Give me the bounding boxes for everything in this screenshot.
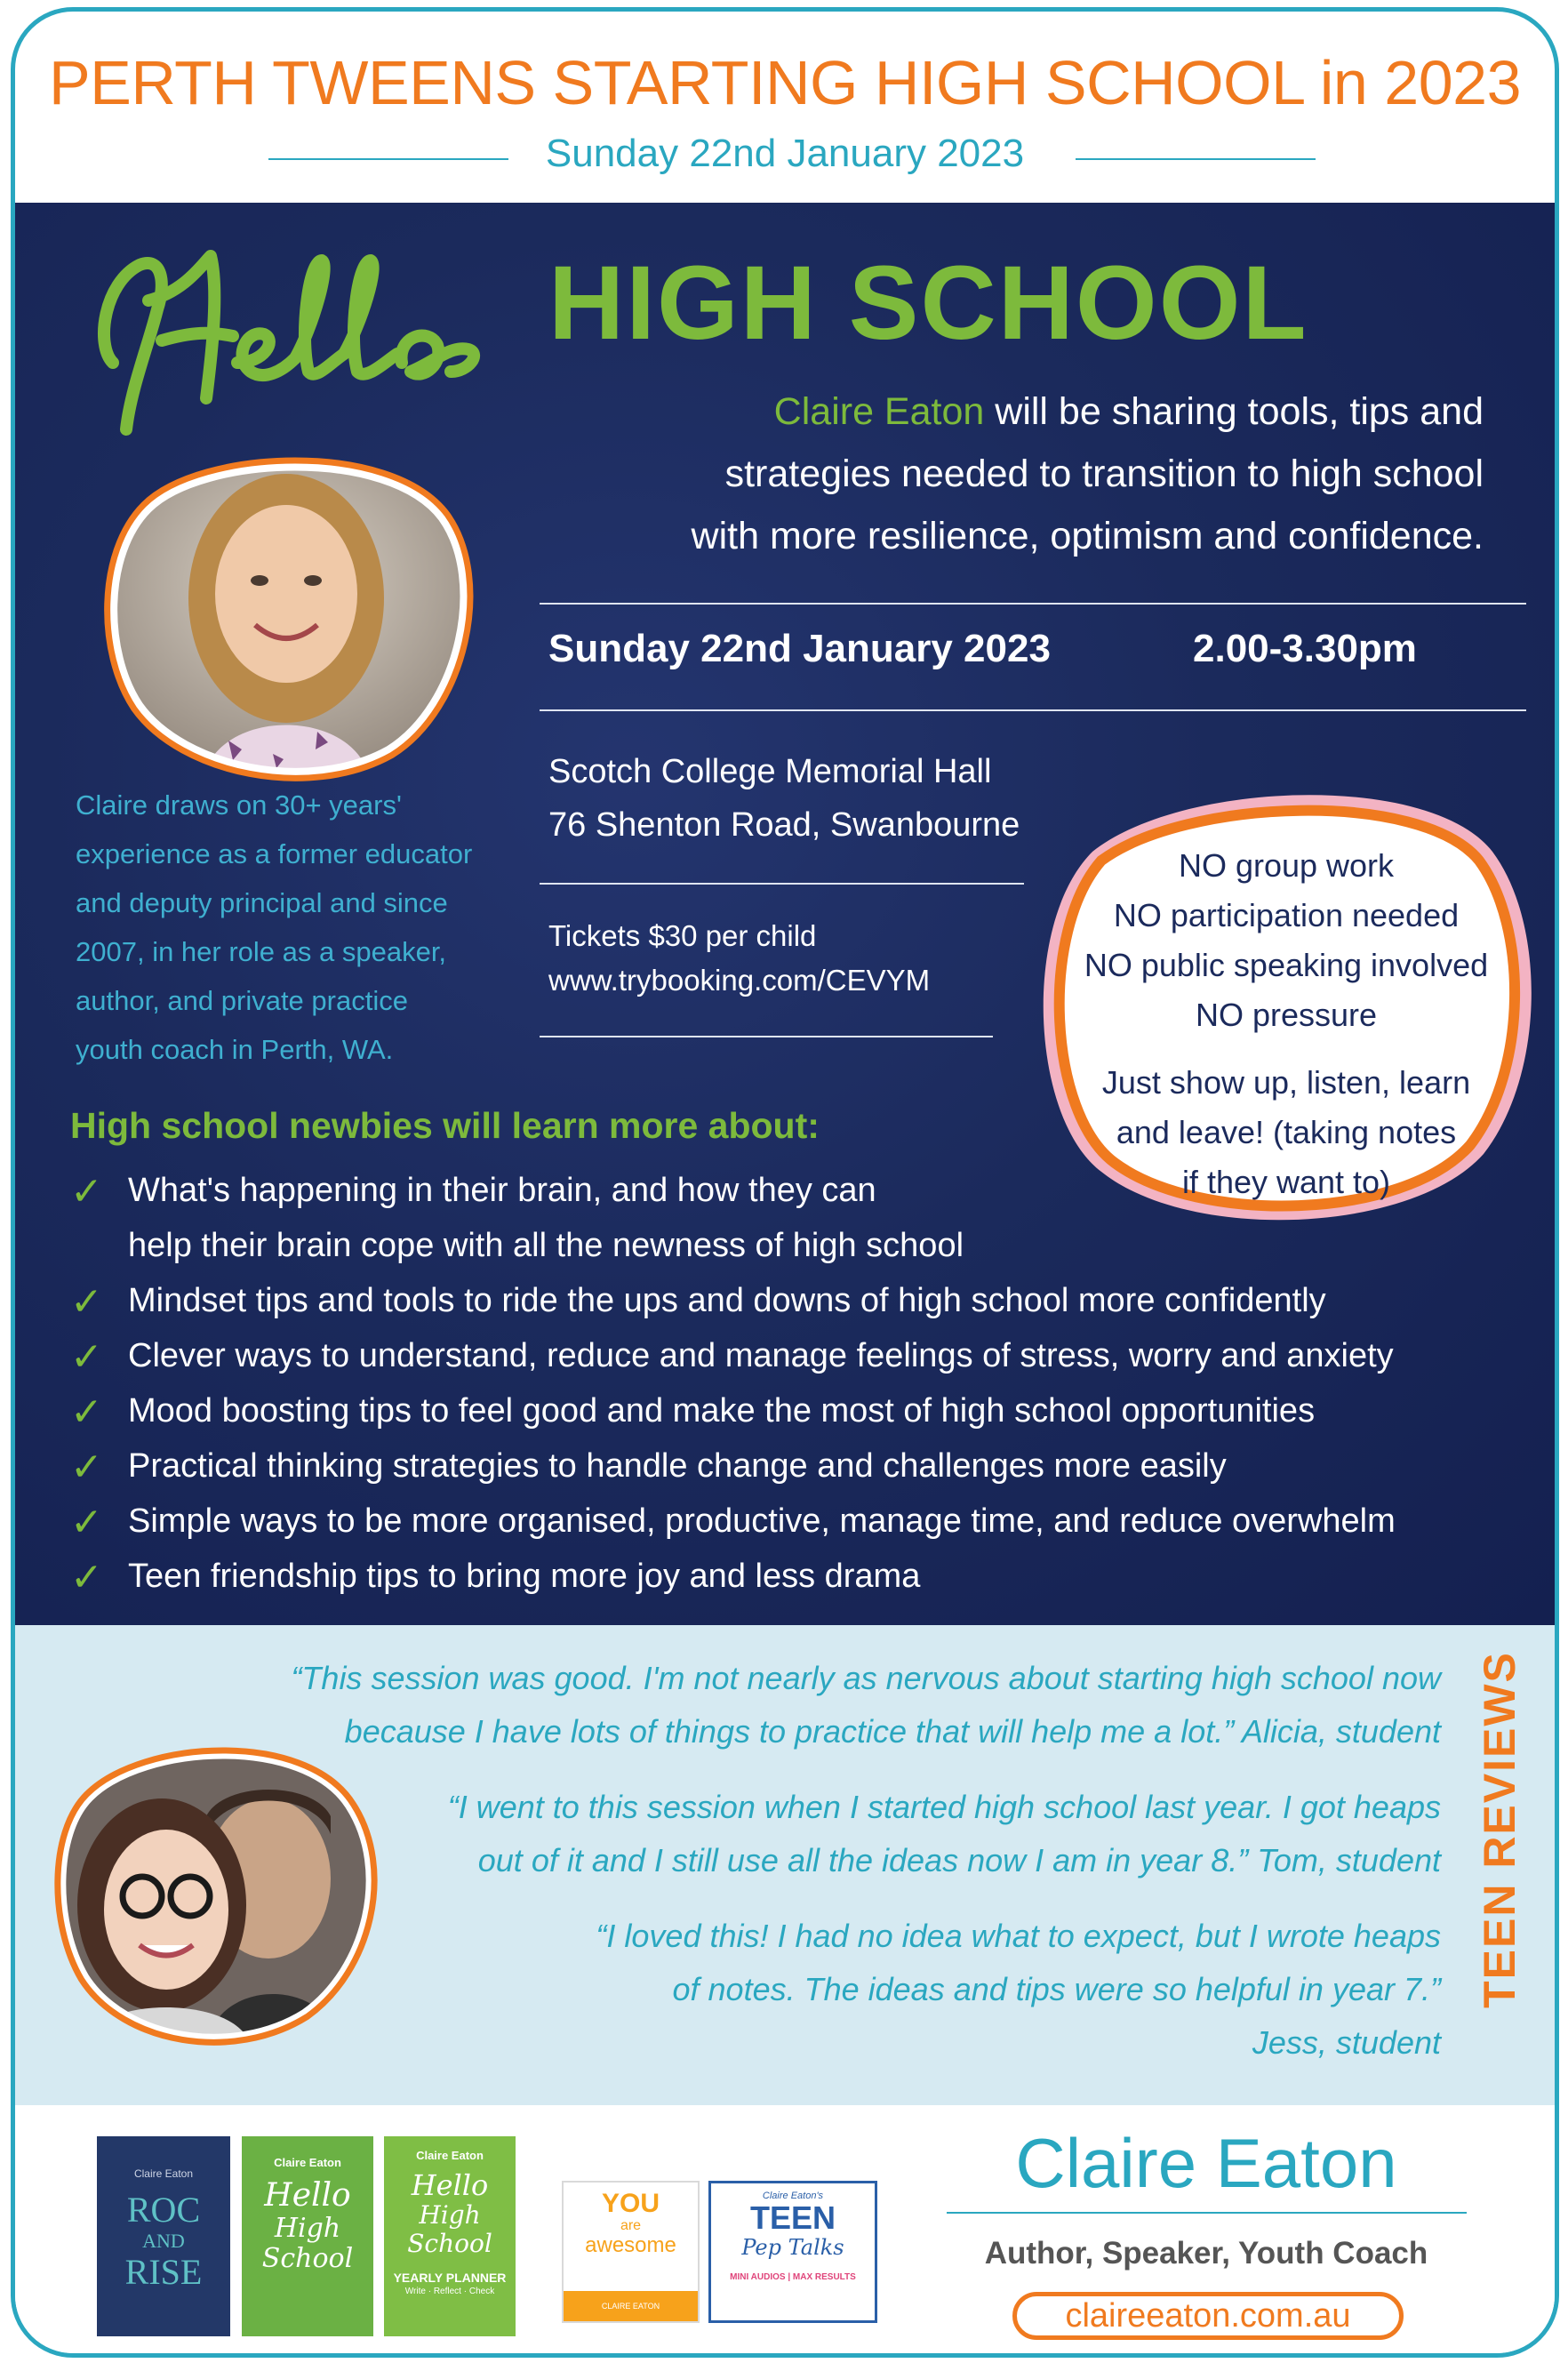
date-divider-bottom xyxy=(540,709,1526,711)
venue-divider xyxy=(540,883,1024,885)
list-item: ✓ What's happening in their brain, and how they can help their brain cope with all the newness of high school xyxy=(70,1163,1396,1273)
date-divider-top xyxy=(540,603,1526,605)
show-up-text: Just show up, listen, learn and leave! (taking notes if they want to) xyxy=(1101,1064,1471,1200)
ticket-url[interactable]: www.trybooking.com/CEVYM xyxy=(548,964,931,997)
check-icon: ✓ xyxy=(70,1335,103,1379)
book-yearly-planner[interactable]: Claire Eaton Hello High School YEARLY PLANNER Write · Reflect · Check xyxy=(384,2136,516,2336)
tickets-divider xyxy=(540,1036,993,1037)
no-list xyxy=(1055,841,1517,1040)
speaker-bio: Claire draws on 30+ years' experience as a former educator and deputy principal and since 2007, in her role as a speaker, author, and private practice youth coach in Perth, WA. xyxy=(76,789,473,1065)
book-roc-and-rise[interactable]: Claire Eaton ROC AND RISE xyxy=(97,2136,230,2336)
intro-line-3: with more resilience, optimism and confidence. xyxy=(691,515,1484,557)
check-icon: ✓ xyxy=(70,1390,103,1434)
poster-frame xyxy=(11,7,1559,2358)
book-you-are-awesome[interactable]: YOU are awesome CLAIRE EATON xyxy=(562,2181,700,2323)
speaker-photo xyxy=(95,447,477,785)
intro-text xyxy=(506,380,1484,567)
header-title: PERTH TWEENS STARTING HIGH SCHOOL in 2023 xyxy=(48,48,1521,117)
check-icon: ✓ xyxy=(70,1556,103,1599)
intro-line-2: strategies needed to transition to high school xyxy=(724,453,1484,495)
brand-tagline: Author, Speaker, Youth Coach xyxy=(984,2236,1428,2271)
teen-reviews-heading: TEEN REVIEWS xyxy=(1475,1651,1524,2008)
list-item: ✓ Mood boosting tips to feel good and make the most of high school opportunities xyxy=(70,1383,1396,1438)
hello-script-logo xyxy=(77,229,522,443)
list-item: ✓ Practical thinking strategies to handle change and challenges more easily xyxy=(70,1438,1396,1494)
venue-name: Scotch College Memorial Hall xyxy=(548,753,992,790)
event-panel xyxy=(15,203,1555,1625)
event-time: 2.00-3.30pm xyxy=(1193,627,1417,670)
learn-list xyxy=(70,1163,1396,1604)
check-icon: ✓ xyxy=(70,1280,103,1324)
venue xyxy=(548,745,1020,852)
list-item: ✓ Mindset tips and tools to ride the ups and downs of high school more confidently xyxy=(70,1273,1396,1328)
list-item: ✓ Clever ways to understand, reduce and manage feelings of stress, worry and anxiety xyxy=(70,1328,1396,1383)
header-divider-right xyxy=(1076,158,1316,160)
check-icon: ✓ xyxy=(70,1170,103,1214)
review-quote-jess: “I loved this! I had no idea what to expect, but I wrote heaps of notes. The ideas and tips were so helpful in year 7.” Jess, student xyxy=(596,1918,1441,2061)
high-school-title: HIGH SCHOOL xyxy=(548,244,1308,362)
book-teen-pep-talks[interactable]: Claire Eaton's TEEN Pep Talks MINI AUDIOS | MAX RESULTS xyxy=(708,2181,877,2323)
review-quote-tom: “I went to this session when I started high school last year. I got heaps out of it and I still use all the ideas now I am in year 8.” Tom, student xyxy=(447,1789,1441,1878)
brand-name: Claire Eaton xyxy=(1015,2124,1397,2202)
list-item: ✓ Simple ways to be more organised, productive, manage time, and reduce overwhelm xyxy=(70,1494,1396,1549)
no-item: NO pressure xyxy=(1195,997,1378,1033)
no-item: NO public speaking involved xyxy=(1084,947,1489,983)
learn-heading: High school newbies will learn more about: xyxy=(70,1105,820,1146)
check-icon: ✓ xyxy=(70,1501,103,1544)
brand-divider xyxy=(947,2212,1467,2214)
check-icon: ✓ xyxy=(70,1446,103,1489)
review-quote-alicia: “This session was good. I'm not nearly as nervous about starting high school now because I have lots of things to practice that will help me a lot.” Alicia, student xyxy=(291,1660,1441,1750)
ticket-price: Tickets $30 per child xyxy=(548,919,817,952)
header-date: Sunday 22nd January 2023 xyxy=(545,132,1025,175)
teen-photo xyxy=(46,1736,384,2047)
website-link[interactable]: claireeaton.com.au xyxy=(1012,2292,1404,2340)
book-hello-high-school[interactable]: Claire Eaton Hello High School xyxy=(242,2136,373,2336)
intro-line-1: Claire Eaton will be sharing tools, tips and xyxy=(773,390,1484,433)
no-item: NO participation needed xyxy=(1113,897,1460,933)
intro-claire-name: Claire Eaton xyxy=(773,390,985,433)
event-date: Sunday 22nd January 2023 xyxy=(548,627,1051,670)
microphone-icon-title: TEEN xyxy=(749,2199,836,2236)
no-item: NO group work xyxy=(1178,847,1395,884)
tickets xyxy=(548,914,930,1003)
venue-address: 76 Shenton Road, Swanbourne xyxy=(548,806,1020,844)
list-item: ✓ Teen friendship tips to bring more joy and less drama xyxy=(70,1549,1396,1604)
